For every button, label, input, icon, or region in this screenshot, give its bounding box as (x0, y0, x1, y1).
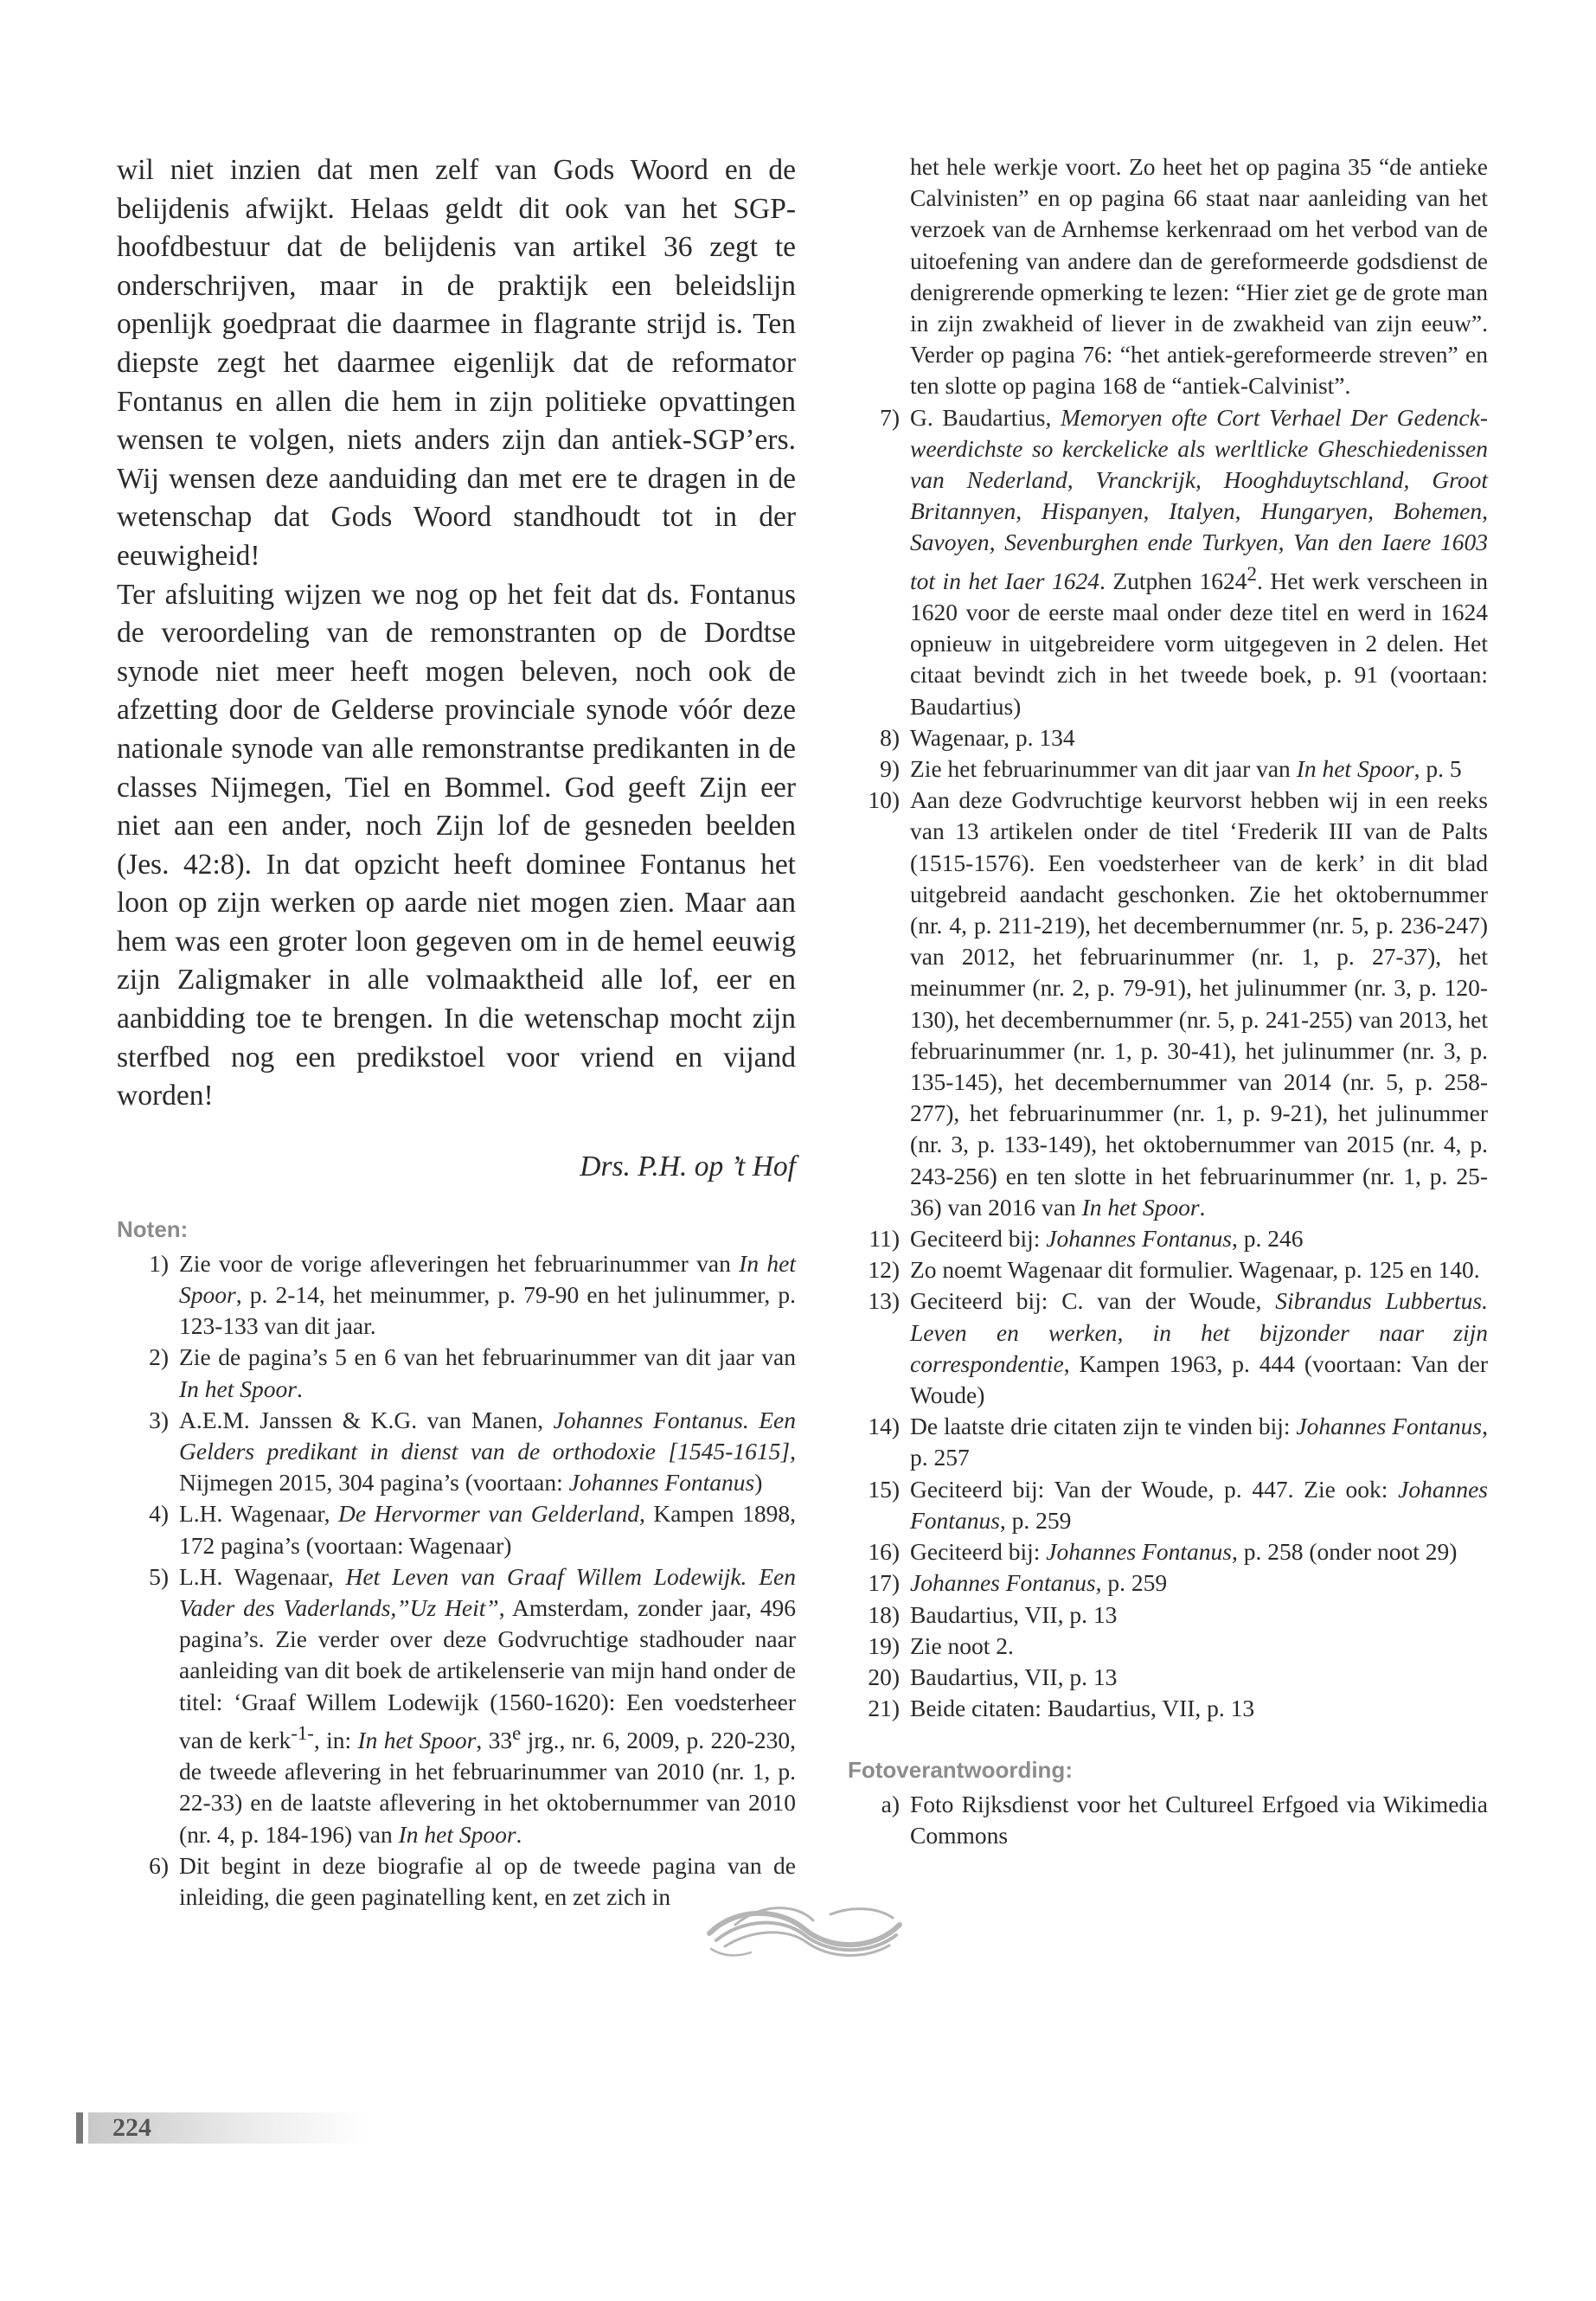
footnote-number: 18) (868, 1600, 900, 1628)
footnote-number: 21) (868, 1695, 900, 1722)
right-column (848, 151, 1488, 1851)
footnote-item (848, 1536, 1488, 1567)
footnote-number: 10) (868, 786, 900, 814)
footnote-text: Geciteerd bij: Johannes Fontanus, p. 246 (910, 1225, 1304, 1253)
footnote-item (848, 1223, 1488, 1254)
footnote-item (848, 151, 1488, 402)
footnote-text: Zie de pagina’s 5 en 6 van het februarinummer van dit jaar van In het Spoor. (179, 1343, 796, 1402)
footnote-item (848, 1599, 1488, 1631)
body-paragraph-1: wil niet inzien dat men zelf van Gods Woord en de belijdenis afwijkt. Helaas geldt dit ook van het SGP-hoofdbestuur dat de belijdenis van artikel 36 zegt te onderschrijven, maar in de praktijk een beleidslijn openlijk goedpraat die daarmee in flagrante strijd is. Ten diepste zegt het daarmee eigenlijk dat de reformator Fontanus en allen die hem in zijn politieke opvattingen wensen te volgen, niets anders zijn dan antiek-SGP’ers. Wij wensen deze aanduiding dan met ere te dragen in de wetenschap dat Gods Woord standhoudt tot in der eeuwigheid! (117, 154, 796, 572)
footnote-number: 17) (868, 1569, 900, 1597)
notes-list-right (848, 151, 1488, 1724)
footnote-item (848, 1474, 1488, 1536)
page-number: 224 (112, 2113, 151, 2142)
author-signature: Drs. P.H. op ’t Hof (580, 1150, 796, 1183)
footnote-text: Wagenaar, p. 134 (910, 723, 1075, 751)
footnote-item (848, 1254, 1488, 1285)
footnote-item (848, 785, 1488, 1223)
footnote-number: 4) (149, 1500, 169, 1528)
footnote-text: Geciteerd bij: C. van der Woude, Sibrandus Lubbertus. Leven en werken, in het bijzonder naar zijn correspondentie, Kampen 1963, p. 444 (voortaan: Van der Woude) (910, 1287, 1489, 1409)
footnote-number: 5) (149, 1562, 169, 1590)
footnote-item (117, 1561, 796, 1850)
footnote-text: Aan deze Godvruchtige keurvorst hebben wij in een reeks van 13 artikelen onder de titel ‘Frederik III van de Palts (1515-1576). Een voedsterheer van de kerk’ in dit blad uitgebreid aandacht geschonken. Zie het oktobernummer (nr. 4, p. 211-219), het decembernummer (nr. 5, p. 236-247) van 2012, het februarinummer (nr. 1, p. 27-37), het meinummer (nr. 2, p. 79-91), het julinummer (nr. 3, p. 120-130), het decembernummer (nr. 5, p. 241-255) van 2013, het februarinummer (nr. 1, p. 30-41), het julinummer (nr. 3, p. 135-145), het decembernummer van 2014 (nr. 5, p. 258-277), het februarinummer (nr. 1, p. 9-21), het julinummer (nr. 3, p. 133-149), het oktobernummer van 2015 (nr. 4, p. 243-256) en ten slotte in het februarinummer (nr. 1, p. 25-36) van 2016 van In het Spoor. (910, 786, 1488, 1221)
footnote-text: L.H. Wagenaar, De Hervormer van Gelderland, Kampen 1898, 172 pagina’s (voortaan: Wagenaar) (179, 1500, 796, 1559)
footnote-text: Zo noemt Wagenaar dit formulier. Wagenaar, p. 125 en 140. (910, 1256, 1480, 1284)
footnote-text: Geciteerd bij: Johannes Fontanus, p. 258 (onder noot 29) (910, 1538, 1458, 1566)
footnote-item (848, 753, 1488, 785)
footnote-number: 7) (880, 403, 900, 431)
footnote-text: Dit begint in deze biografie al op de tweede pagina van de inleiding, die geen paginatelling kent, en zet zich in (179, 1851, 796, 1911)
photo-credit-item (848, 1789, 1488, 1851)
footnote-text: Beide citaten: Baudartius, VII, p. 13 (910, 1695, 1255, 1722)
footnote-item (117, 1850, 796, 1913)
credits-list (848, 1789, 1488, 1851)
footnote-item (848, 402, 1488, 722)
footnote-number: 19) (868, 1631, 900, 1659)
notes-list-left (117, 1248, 796, 1913)
footnote-number: 13) (868, 1287, 900, 1315)
footnote-item (848, 1567, 1488, 1599)
footnote-text: Baudartius, VII, p. 13 (910, 1600, 1118, 1628)
footnote-number: 6) (149, 1851, 169, 1879)
footnote-number: 1) (149, 1249, 169, 1277)
footnote-number: 16) (868, 1538, 900, 1566)
notes-heading: Noten: (117, 1215, 189, 1242)
credits-heading: Fotoverantwoording: (848, 1757, 1073, 1784)
footnote-number: 15) (868, 1475, 900, 1503)
left-column (117, 151, 796, 1913)
footnote-item (117, 1405, 796, 1499)
footnote-item (117, 1248, 796, 1343)
footnote-number: 14) (868, 1413, 900, 1440)
footnote-text: Baudartius, VII, p. 13 (910, 1663, 1118, 1690)
footnote-text: Johannes Fontanus, p. 259 (910, 1569, 1168, 1597)
footnote-number: 20) (868, 1663, 900, 1690)
footnote-text: A.E.M. Janssen & K.G. van Manen, Johannes Fontanus. Een Gelders predikant in dienst van de orthodoxie [1545-1615], Nijmegen 2015, 304 pagina’s (voortaan: Johannes Fontanus) (179, 1406, 796, 1497)
footnote-text: Zie voor de vorige afleveringen het februarinummer van In het Spoor, p. 2-14, het meinummer, p. 79-90 en het julinummer, p. 123-133 van dit jaar. (179, 1249, 796, 1340)
photo-credit-number: a) (881, 1791, 900, 1818)
footnote-item (848, 1285, 1488, 1411)
footnote-text: het hele werkje voort. Zo heet het op pagina 35 “de antieke Calvinisten” en op pagina 66 staat naar aanleiding van het verzoek van de Arnhemse kerkenraad om het verbod van de uitoefening van andere dan de gereformeerde godsdienst de denigrerende opmerking te lezen: “Hier ziet ge de grote man in zijn zwakheid of liever in de zwakheid van zijn eeuw”. Verder op pagina 76: “het antiek-gereformeerde streven” en ten slotte op pagina 168 de “antiek-Calvinist”. (910, 153, 1488, 400)
footnote-item (848, 1693, 1488, 1724)
footnote-number: 12) (868, 1256, 900, 1284)
footnote-number: 11) (869, 1225, 900, 1253)
page-footer-bar (76, 2112, 370, 2144)
footnote-number (848, 151, 910, 402)
footnote-number: 9) (880, 755, 900, 783)
footnote-item (117, 1342, 796, 1404)
footnote-text: Geciteerd bij: Van der Woude, p. 447. Zie ook: Johannes Fontanus, p. 259 (910, 1475, 1488, 1534)
footnote-text: De laatste drie citaten zijn te vinden bij: Johannes Fontanus, p. 257 (910, 1413, 1488, 1471)
footnote-number: 3) (149, 1406, 169, 1433)
footnote-number: 8) (880, 723, 900, 751)
footnote-text: Zie het februarinummer van dit jaar van In het Spoor, p. 5 (910, 755, 1462, 783)
footnote-text: G. Baudartius, Memoryen ofte Cort Verhael Der Gedenck-weerdichste so kerckelicke als werltlicke Gheschiedenissen van Nederland, Vranckrijk, Hooghduytschland, Groot Britannyen, Hispanyen, Italyen, Hungaryen, Bohemen, Savoyen, Sevenburghen ende Turkyen, Van den Iaere 1603 tot in het Iaer 1624. Zutphen 1624$^2$. Het werk verscheen in 1620 voor de eerste maal onder deze titel en werd in 1624 opnieuw in uitgebreidere vorm uitgegeven in 2 delen. Het citaat bevindt zich in het tweede boek, p. 91 (voortaan: Baudartius) (910, 403, 1488, 720)
footnote-item (117, 1498, 796, 1561)
footnote-item (848, 1631, 1488, 1662)
footnote-number: 2) (149, 1343, 169, 1371)
photo-credit-text: Foto Rijksdienst voor het Cultureel Erfgoed via Wikimedia Commons (910, 1791, 1488, 1849)
footnote-item (848, 722, 1488, 753)
decorative-swirl-icon (701, 1899, 908, 1964)
footnote-text: Zie noot 2. (910, 1631, 1014, 1659)
footnote-item (848, 1411, 1488, 1473)
body-paragraph-2: Ter afsluiting wijzen we nog op het feit dat ds. Fontanus de veroordeling van de remonstranten op de Dordtse synode niet meer heeft mogen beleven, noch ook de afzetting door de Gelderse provinciale synode vóór deze nationale synode van alle remonstrantse predikanten in de classes Nijmegen, Tiel en Bommel. God geeft Zijn eer niet aan een ander, noch Zijn lof de gesneden beelden (Jes. 42:8). In dat opzicht heeft dominee Fontanus het loon op zijn werken op aarde niet mogen zien. Maar aan hem was een groter loon gegeven om in de hemel eeuwig zijn Zaligmaker in alle volmaaktheid alle lof, eer en aanbidding toe te brengen. In die wetenschap mocht zijn sterfbed nog een predikstoel voor vriend en vijand worden! (117, 578, 796, 1112)
footnote-item (848, 1662, 1488, 1693)
footnote-text: L.H. Wagenaar, Het Leven van Graaf Willem Lodewijk. Een Vader des Vaderlands,”Uz Heit”, Amsterdam, zonder jaar, 496 pagina’s. Zie verder over deze Godvruchtige stadhouder naar aanleiding van dit boek de artikelenserie van mijn hand onder de titel: ‘Graaf Willem Lodewijk (1560-1620): Een voedsterheer van de kerk$^{-1-}$, in: In het Spoor, 33e jrg., nr. 6, 2009, p. 220-230, de tweede aflevering in het februarinummer van 2010 (nr. 1, p. 22-33) en de laatste aflevering in het oktobernummer van 2010 (nr. 4, p. 184-196) van In het Spoor. (179, 1562, 797, 1848)
